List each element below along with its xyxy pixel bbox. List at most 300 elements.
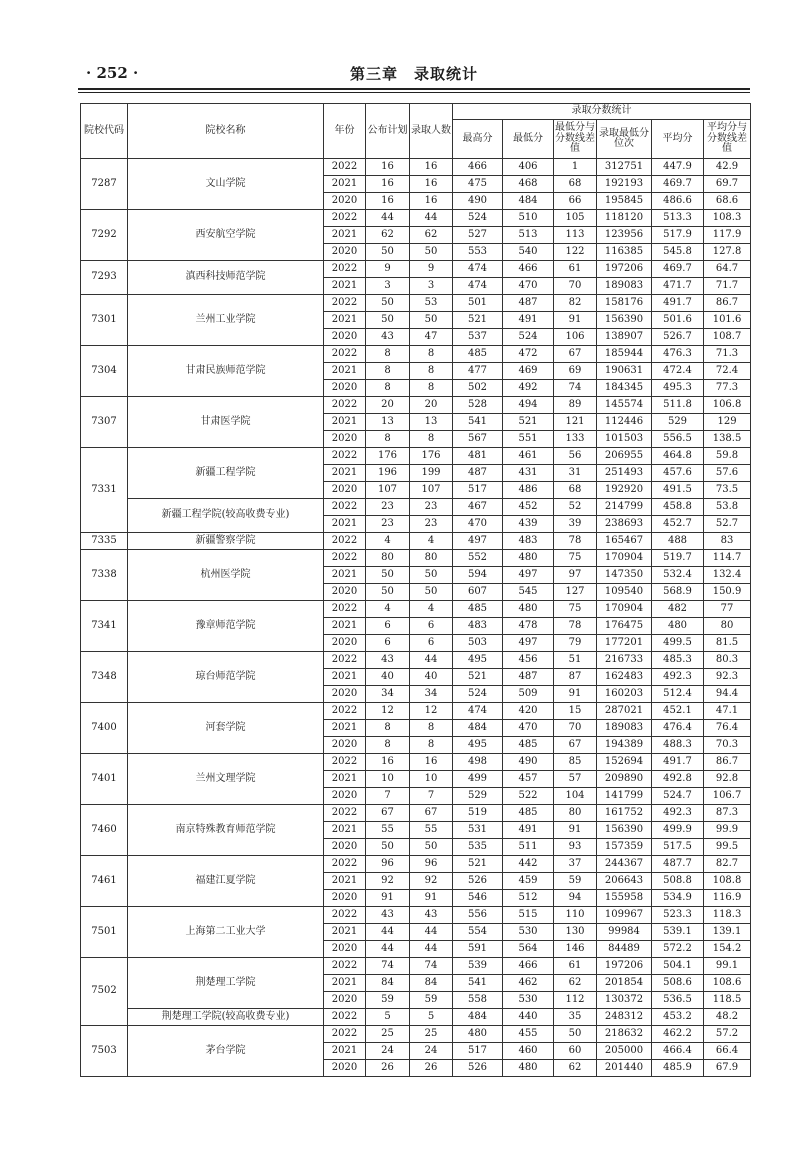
cell-max-score: 475 [453, 176, 503, 193]
cell-plan: 84 [366, 975, 410, 992]
cell-year: 2021 [324, 771, 366, 788]
cell-max-score: 537 [453, 329, 503, 346]
cell-year: 2020 [324, 839, 366, 856]
cell-avg-diff: 154.2 [704, 941, 751, 958]
cell-plan: 96 [366, 856, 410, 873]
cell-max-score: 517 [453, 1043, 503, 1060]
cell-max-score: 519 [453, 805, 503, 822]
cell-max-score: 541 [453, 414, 503, 431]
cell-min-score: 515 [503, 907, 554, 924]
cell-year: 2022 [324, 652, 366, 669]
cell-avg-score: 447.9 [652, 159, 704, 176]
cell-min-score: 497 [503, 635, 554, 652]
cell-min-score: 491 [503, 312, 554, 329]
cell-plan: 20 [366, 397, 410, 414]
cell-min-diff: 39 [554, 516, 597, 533]
cell-min-diff: 35 [554, 1009, 597, 1026]
cell-avg-score: 469.7 [652, 176, 704, 193]
cell-plan: 62 [366, 227, 410, 244]
cell-plan: 4 [366, 601, 410, 618]
header-avg-score: 平均分 [652, 120, 704, 159]
cell-min-rank: 118120 [597, 210, 652, 227]
cell-year: 2020 [324, 686, 366, 703]
cell-max-score: 594 [453, 567, 503, 584]
cell-year: 2022 [324, 601, 366, 618]
cell-plan: 24 [366, 1043, 410, 1060]
cell-admitted: 59 [410, 992, 453, 1009]
cell-admitted: 4 [410, 533, 453, 550]
cell-min-rank: 238693 [597, 516, 652, 533]
cell-min-rank: 206643 [597, 873, 652, 890]
cell-plan: 50 [366, 295, 410, 312]
cell-year: 2020 [324, 584, 366, 601]
cell-year: 2020 [324, 329, 366, 346]
cell-year: 2022 [324, 1009, 366, 1026]
cell-max-score: 502 [453, 380, 503, 397]
cell-admitted: 8 [410, 720, 453, 737]
cell-min-diff: 51 [554, 652, 597, 669]
cell-avg-score: 487.7 [652, 856, 704, 873]
cell-avg-score: 458.8 [652, 499, 704, 516]
cell-max-score: 487 [453, 465, 503, 482]
cell-avg-diff: 108.8 [704, 873, 751, 890]
cell-min-rank: 101503 [597, 431, 652, 448]
cell-avg-score: 524.7 [652, 788, 704, 805]
cell-plan: 92 [366, 873, 410, 890]
school-name: 兰州文理学院 [128, 754, 324, 805]
table-row [81, 754, 751, 771]
cell-max-score: 521 [453, 856, 503, 873]
cell-min-rank: 214799 [597, 499, 652, 516]
cell-avg-diff: 64.7 [704, 261, 751, 278]
cell-avg-diff: 80 [704, 618, 751, 635]
cell-admitted: 8 [410, 737, 453, 754]
cell-min-diff: 110 [554, 907, 597, 924]
cell-min-score: 564 [503, 941, 554, 958]
school-code: 7304 [81, 346, 128, 397]
cell-min-diff: 121 [554, 414, 597, 431]
cell-avg-diff: 108.6 [704, 975, 751, 992]
cell-admitted: 107 [410, 482, 453, 499]
cell-plan: 107 [366, 482, 410, 499]
school-name: 文山学院 [128, 159, 324, 210]
cell-year: 2020 [324, 992, 366, 1009]
cell-year: 2020 [324, 380, 366, 397]
cell-min-rank: 201440 [597, 1060, 652, 1077]
cell-admitted: 12 [410, 703, 453, 720]
cell-avg-score: 508.8 [652, 873, 704, 890]
school-name: 新疆工程学院(较高收费专业) [128, 499, 324, 533]
cell-min-diff: 62 [554, 1060, 597, 1077]
cell-avg-score: 452.7 [652, 516, 704, 533]
cell-min-rank: 156390 [597, 312, 652, 329]
cell-min-score: 551 [503, 431, 554, 448]
cell-min-score: 494 [503, 397, 554, 414]
cell-min-rank: 189083 [597, 278, 652, 295]
cell-min-diff: 61 [554, 958, 597, 975]
cell-avg-score: 499.5 [652, 635, 704, 652]
school-name: 新疆警察学院 [128, 533, 324, 550]
table-row [81, 1026, 751, 1043]
cell-plan: 50 [366, 312, 410, 329]
cell-min-diff: 74 [554, 380, 597, 397]
cell-min-score: 497 [503, 567, 554, 584]
cell-min-rank: 192193 [597, 176, 652, 193]
cell-year: 2022 [324, 703, 366, 720]
cell-avg-diff: 76.4 [704, 720, 751, 737]
cell-admitted: 67 [410, 805, 453, 822]
cell-min-score: 480 [503, 1060, 554, 1077]
cell-year: 2020 [324, 737, 366, 754]
cell-admitted: 4 [410, 601, 453, 618]
cell-max-score: 535 [453, 839, 503, 856]
cell-avg-score: 469.7 [652, 261, 704, 278]
cell-avg-score: 476.3 [652, 346, 704, 363]
cell-admitted: 84 [410, 975, 453, 992]
cell-plan: 74 [366, 958, 410, 975]
cell-admitted: 16 [410, 754, 453, 771]
cell-plan: 50 [366, 839, 410, 856]
cell-min-score: 470 [503, 720, 554, 737]
cell-min-diff: 113 [554, 227, 597, 244]
cell-min-score: 452 [503, 499, 554, 516]
cell-min-rank: 109967 [597, 907, 652, 924]
cell-admitted: 24 [410, 1043, 453, 1060]
cell-avg-diff: 118.3 [704, 907, 751, 924]
cell-plan: 67 [366, 805, 410, 822]
cell-min-rank: 161752 [597, 805, 652, 822]
cell-avg-score: 486.6 [652, 193, 704, 210]
cell-avg-diff: 139.1 [704, 924, 751, 941]
cell-min-score: 487 [503, 669, 554, 686]
cell-plan: 8 [366, 431, 410, 448]
cell-year: 2022 [324, 397, 366, 414]
cell-admitted: 43 [410, 907, 453, 924]
cell-min-diff: 37 [554, 856, 597, 873]
cell-min-diff: 89 [554, 397, 597, 414]
cell-avg-score: 513.3 [652, 210, 704, 227]
cell-avg-score: 453.2 [652, 1009, 704, 1026]
cell-year: 2022 [324, 805, 366, 822]
cell-avg-score: 491.5 [652, 482, 704, 499]
cell-max-score: 558 [453, 992, 503, 1009]
cell-plan: 43 [366, 907, 410, 924]
school-name: 茅台学院 [128, 1026, 324, 1077]
cell-year: 2020 [324, 1060, 366, 1077]
cell-admitted: 55 [410, 822, 453, 839]
cell-avg-diff: 67.9 [704, 1060, 751, 1077]
cell-year: 2020 [324, 635, 366, 652]
cell-avg-diff: 57.6 [704, 465, 751, 482]
cell-admitted: 91 [410, 890, 453, 907]
cell-min-score: 466 [503, 261, 554, 278]
cell-min-diff: 75 [554, 550, 597, 567]
cell-max-score: 556 [453, 907, 503, 924]
cell-min-rank: 312751 [597, 159, 652, 176]
cell-avg-diff: 48.2 [704, 1009, 751, 1026]
cell-avg-diff: 83 [704, 533, 751, 550]
cell-min-score: 545 [503, 584, 554, 601]
cell-min-rank: 287021 [597, 703, 652, 720]
cell-avg-diff: 71.7 [704, 278, 751, 295]
cell-admitted: 8 [410, 346, 453, 363]
cell-min-score: 492 [503, 380, 554, 397]
cell-admitted: 23 [410, 516, 453, 533]
cell-admitted: 44 [410, 941, 453, 958]
cell-avg-diff: 73.5 [704, 482, 751, 499]
cell-year: 2021 [324, 465, 366, 482]
cell-max-score: 521 [453, 312, 503, 329]
cell-min-diff: 57 [554, 771, 597, 788]
cell-year: 2022 [324, 754, 366, 771]
cell-min-score: 487 [503, 295, 554, 312]
cell-min-diff: 127 [554, 584, 597, 601]
table-row [81, 550, 751, 567]
cell-min-rank: 138907 [597, 329, 652, 346]
cell-min-rank: 201854 [597, 975, 652, 992]
cell-min-score: 440 [503, 1009, 554, 1026]
cell-plan: 16 [366, 754, 410, 771]
cell-admitted: 34 [410, 686, 453, 703]
cell-max-score: 484 [453, 1009, 503, 1026]
cell-min-rank: 209890 [597, 771, 652, 788]
cell-admitted: 53 [410, 295, 453, 312]
cell-min-score: 459 [503, 873, 554, 890]
cell-avg-diff: 86.7 [704, 295, 751, 312]
cell-plan: 13 [366, 414, 410, 431]
cell-min-diff: 106 [554, 329, 597, 346]
cell-min-score: 406 [503, 159, 554, 176]
school-name: 西安航空学院 [128, 210, 324, 261]
cell-year: 2022 [324, 448, 366, 465]
cell-min-score: 490 [503, 754, 554, 771]
cell-max-score: 529 [453, 788, 503, 805]
cell-avg-score: 539.1 [652, 924, 704, 941]
cell-min-rank: 189083 [597, 720, 652, 737]
cell-min-score: 513 [503, 227, 554, 244]
cell-admitted: 44 [410, 924, 453, 941]
cell-plan: 80 [366, 550, 410, 567]
cell-min-rank: 194389 [597, 737, 652, 754]
cell-max-score: 521 [453, 669, 503, 686]
cell-avg-diff: 57.2 [704, 1026, 751, 1043]
cell-avg-diff: 53.8 [704, 499, 751, 516]
cell-avg-score: 534.9 [652, 890, 704, 907]
school-code: 7348 [81, 652, 128, 703]
cell-min-diff: 62 [554, 975, 597, 992]
cell-min-diff: 104 [554, 788, 597, 805]
cell-min-score: 456 [503, 652, 554, 669]
cell-plan: 23 [366, 499, 410, 516]
cell-max-score: 531 [453, 822, 503, 839]
cell-min-score: 491 [503, 822, 554, 839]
cell-plan: 8 [366, 380, 410, 397]
cell-min-diff: 122 [554, 244, 597, 261]
cell-avg-score: 504.1 [652, 958, 704, 975]
cell-min-score: 462 [503, 975, 554, 992]
cell-plan: 55 [366, 822, 410, 839]
school-name: 河套学院 [128, 703, 324, 754]
cell-min-rank: 251493 [597, 465, 652, 482]
cell-min-rank: 184345 [597, 380, 652, 397]
cell-min-diff: 93 [554, 839, 597, 856]
cell-admitted: 92 [410, 873, 453, 890]
cell-admitted: 6 [410, 635, 453, 652]
school-code: 7331 [81, 448, 128, 533]
table-row [81, 295, 751, 312]
cell-year: 2021 [324, 176, 366, 193]
cell-max-score: 497 [453, 533, 503, 550]
cell-year: 2022 [324, 1026, 366, 1043]
page-number: · 252 · [86, 64, 139, 82]
cell-min-rank: 195845 [597, 193, 652, 210]
cell-min-rank: 205000 [597, 1043, 652, 1060]
cell-plan: 50 [366, 567, 410, 584]
cell-max-score: 607 [453, 584, 503, 601]
cell-admitted: 62 [410, 227, 453, 244]
cell-max-score: 474 [453, 703, 503, 720]
table-row [81, 210, 751, 227]
cell-admitted: 50 [410, 584, 453, 601]
cell-avg-score: 556.5 [652, 431, 704, 448]
cell-avg-score: 472.4 [652, 363, 704, 380]
cell-admitted: 16 [410, 193, 453, 210]
cell-year: 2022 [324, 159, 366, 176]
cell-min-score: 485 [503, 805, 554, 822]
cell-min-rank: 156390 [597, 822, 652, 839]
cell-min-diff: 50 [554, 1026, 597, 1043]
table-row [81, 346, 751, 363]
header-year: 年份 [324, 104, 366, 159]
cell-min-rank: 141799 [597, 788, 652, 805]
cell-min-rank: 112446 [597, 414, 652, 431]
table-body [81, 159, 751, 1077]
cell-min-diff: 56 [554, 448, 597, 465]
cell-avg-diff: 127.8 [704, 244, 751, 261]
cell-avg-diff: 70.3 [704, 737, 751, 754]
cell-min-rank: 109540 [597, 584, 652, 601]
cell-plan: 43 [366, 329, 410, 346]
table-row [81, 159, 751, 176]
school-code: 7293 [81, 261, 128, 295]
cell-avg-score: 501.6 [652, 312, 704, 329]
cell-max-score: 466 [453, 159, 503, 176]
cell-admitted: 16 [410, 159, 453, 176]
school-code: 7502 [81, 958, 128, 1026]
cell-avg-diff: 59.8 [704, 448, 751, 465]
cell-min-rank: 197206 [597, 261, 652, 278]
cell-avg-score: 485.3 [652, 652, 704, 669]
cell-avg-score: 517.5 [652, 839, 704, 856]
cell-avg-score: 508.6 [652, 975, 704, 992]
table-row [81, 499, 751, 516]
school-name: 滇西科技师范学院 [128, 261, 324, 295]
table-row [81, 907, 751, 924]
cell-min-rank: 160203 [597, 686, 652, 703]
cell-max-score: 539 [453, 958, 503, 975]
cell-min-score: 486 [503, 482, 554, 499]
cell-year: 2021 [324, 618, 366, 635]
school-code: 7287 [81, 159, 128, 210]
cell-admitted: 13 [410, 414, 453, 431]
cell-min-rank: 218632 [597, 1026, 652, 1043]
cell-avg-diff: 138.5 [704, 431, 751, 448]
cell-plan: 44 [366, 210, 410, 227]
cell-avg-diff: 87.3 [704, 805, 751, 822]
cell-year: 2022 [324, 210, 366, 227]
school-code: 7503 [81, 1026, 128, 1077]
cell-plan: 50 [366, 244, 410, 261]
cell-min-score: 540 [503, 244, 554, 261]
table-row [81, 1009, 751, 1026]
school-name: 上海第二工业大学 [128, 907, 324, 958]
cell-plan: 196 [366, 465, 410, 482]
cell-plan: 8 [366, 737, 410, 754]
cell-year: 2021 [324, 873, 366, 890]
cell-max-score: 567 [453, 431, 503, 448]
cell-avg-score: 471.7 [652, 278, 704, 295]
cell-admitted: 74 [410, 958, 453, 975]
cell-plan: 43 [366, 652, 410, 669]
table-row [81, 601, 751, 618]
cell-avg-score: 462.2 [652, 1026, 704, 1043]
cell-year: 2020 [324, 193, 366, 210]
cell-avg-diff: 106.8 [704, 397, 751, 414]
cell-plan: 50 [366, 584, 410, 601]
cell-year: 2021 [324, 1043, 366, 1060]
cell-max-score: 499 [453, 771, 503, 788]
table-row [81, 958, 751, 975]
cell-min-diff: 78 [554, 618, 597, 635]
cell-admitted: 50 [410, 312, 453, 329]
cell-admitted: 50 [410, 839, 453, 856]
cell-min-score: 483 [503, 533, 554, 550]
cell-plan: 34 [366, 686, 410, 703]
cell-min-score: 442 [503, 856, 554, 873]
cell-min-diff: 61 [554, 261, 597, 278]
cell-admitted: 8 [410, 380, 453, 397]
cell-min-diff: 31 [554, 465, 597, 482]
table-row [81, 856, 751, 873]
table-row [81, 397, 751, 414]
cell-avg-diff: 82.7 [704, 856, 751, 873]
cell-max-score: 554 [453, 924, 503, 941]
cell-avg-score: 457.6 [652, 465, 704, 482]
cell-plan: 25 [366, 1026, 410, 1043]
cell-max-score: 526 [453, 873, 503, 890]
cell-avg-score: 466.4 [652, 1043, 704, 1060]
cell-admitted: 50 [410, 244, 453, 261]
header-min-diff: 最低分与分数线差值 [554, 120, 597, 159]
cell-avg-diff: 116.9 [704, 890, 751, 907]
cell-avg-diff: 118.5 [704, 992, 751, 1009]
cell-year: 2020 [324, 482, 366, 499]
cell-max-score: 484 [453, 720, 503, 737]
cell-min-rank: 162483 [597, 669, 652, 686]
cell-min-diff: 15 [554, 703, 597, 720]
school-code: 7341 [81, 601, 128, 652]
cell-min-score: 521 [503, 414, 554, 431]
school-name: 琼台师范学院 [128, 652, 324, 703]
cell-max-score: 591 [453, 941, 503, 958]
cell-avg-diff: 108.3 [704, 210, 751, 227]
cell-max-score: 495 [453, 652, 503, 669]
cell-avg-score: 488.3 [652, 737, 704, 754]
cell-avg-score: 480 [652, 618, 704, 635]
school-code: 7335 [81, 533, 128, 550]
cell-min-diff: 75 [554, 601, 597, 618]
cell-avg-score: 511.8 [652, 397, 704, 414]
